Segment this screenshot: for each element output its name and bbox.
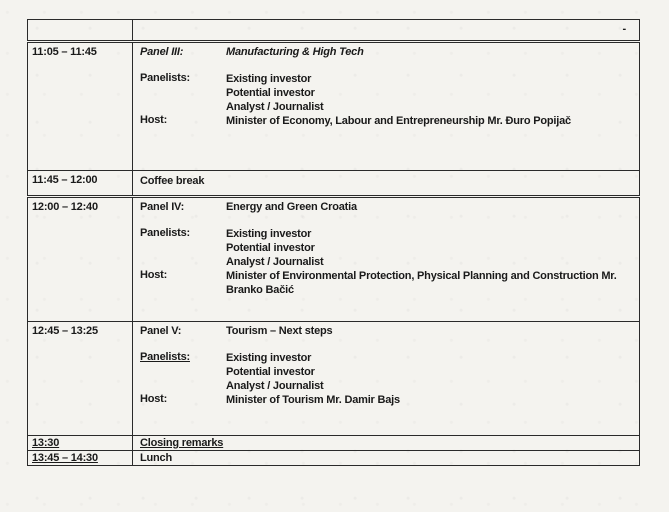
panelist-item: Potential investor	[226, 87, 315, 99]
panel-title: Manufacturing & High Tech	[226, 46, 364, 58]
panelists-block	[140, 227, 632, 269]
host-name: Minister of Economy, Labour and Entrepreneurship Mr. Đuro Popijač	[226, 115, 571, 127]
host-block	[140, 269, 632, 297]
panelist-item: Analyst / Journalist	[226, 380, 324, 392]
host-label: Host:	[140, 393, 168, 405]
panel-title: Energy and Green Croatia	[226, 201, 357, 213]
host-block	[140, 114, 632, 128]
agenda-row-coffee-break	[28, 171, 640, 196]
session-content	[133, 198, 640, 322]
panelist-item: Existing investor	[226, 352, 312, 364]
agenda-table	[27, 19, 640, 466]
panelists-list	[226, 227, 323, 269]
agenda-top-row	[28, 20, 640, 41]
panel-label: Panel IV:	[140, 201, 185, 213]
panelists-label: Panelists:	[140, 72, 190, 84]
agenda-row-panel-v	[28, 322, 640, 436]
panel-label: Panel V:	[140, 325, 182, 337]
agenda-row-lunch	[28, 451, 640, 466]
host-label: Host:	[140, 114, 168, 126]
panelists-block	[140, 351, 632, 393]
panel-label: Panel III:	[140, 46, 184, 58]
panelists-list	[226, 351, 323, 393]
session-content	[133, 322, 640, 436]
content-cell	[133, 20, 640, 41]
panelist-item: Existing investor	[226, 73, 312, 85]
host-label: Host:	[140, 269, 168, 281]
session-content: Lunch	[133, 451, 640, 466]
panelists-list	[226, 72, 323, 114]
panelists-block	[140, 72, 632, 114]
host-name: Minister of Environmental Protection, Physical Planning and Construction Mr. Branko Bačić	[226, 270, 617, 296]
dash-mark: -	[622, 23, 626, 35]
panel-heading	[140, 46, 632, 58]
agenda-row-closing-remarks	[28, 436, 640, 451]
panel-title: Tourism – Next steps	[226, 325, 333, 337]
session-time: 12:00 – 12:40	[28, 198, 133, 322]
panelists-label: Panelists:	[140, 351, 190, 363]
panelist-item: Potential investor	[226, 242, 315, 254]
panel-heading	[140, 325, 632, 337]
panelist-item: Existing investor	[226, 228, 312, 240]
session-time: 11:45 – 12:00	[28, 171, 133, 196]
host-block	[140, 393, 632, 407]
host-name: Minister of Tourism Mr. Damir Bajs	[226, 394, 400, 406]
panelists-label: Panelists:	[140, 227, 190, 239]
panelist-item: Potential investor	[226, 366, 315, 378]
session-time: 12:45 – 13:25	[28, 322, 133, 436]
session-content: Coffee break	[133, 171, 640, 196]
panelist-item: Analyst / Journalist	[226, 256, 324, 268]
session-content: Closing remarks	[133, 436, 640, 451]
agenda-row-panel-iii	[28, 43, 640, 171]
session-time: 13:30	[28, 436, 133, 451]
session-content	[133, 43, 640, 171]
panel-heading	[140, 201, 632, 213]
session-time: 13:45 – 14:30	[28, 451, 133, 466]
agenda-row-panel-iv	[28, 198, 640, 322]
time-cell	[28, 20, 133, 41]
session-time: 11:05 – 11:45	[28, 43, 133, 171]
panelist-item: Analyst / Journalist	[226, 101, 324, 113]
